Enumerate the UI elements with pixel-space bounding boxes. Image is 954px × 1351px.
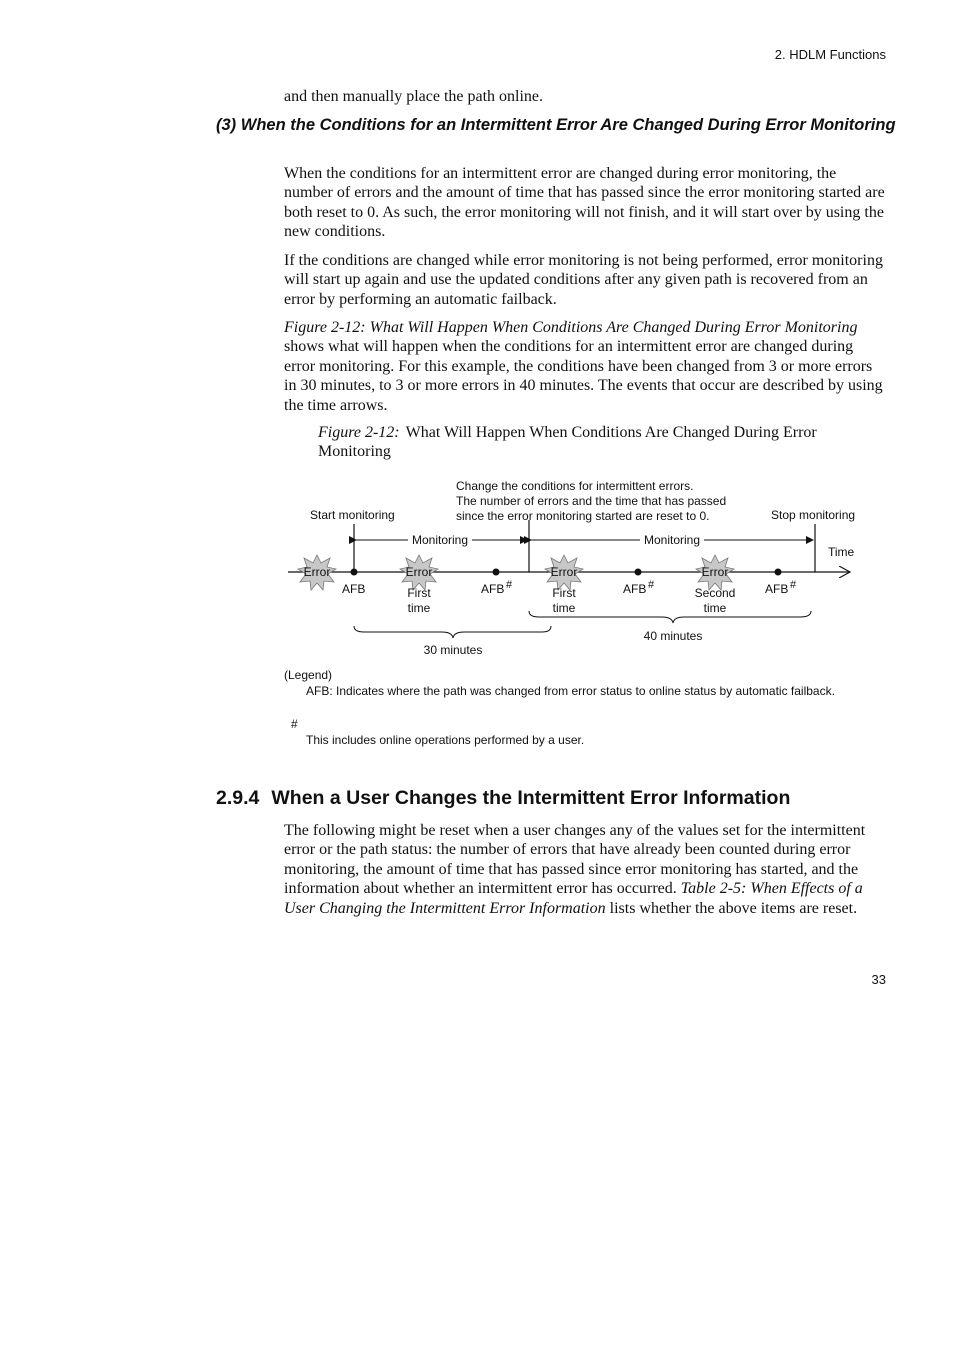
error-burst-1	[298, 555, 336, 590]
figure-caption-text: What Will Happen When Conditions Are Changed During Error Monitoring	[318, 424, 817, 461]
time-label-2: time	[552, 601, 576, 615]
change-conditions-line1: Change the conditions for intermittent errors.	[456, 479, 694, 493]
afb-dot-4	[775, 569, 782, 576]
paragraph-3-rest: shows what will happen when the conditions for an intermittent error are changed during error monitoring. For this example, the conditions have been changed from 3 or more errors in 30 minutes, to 3 or more errors in 40 minutes. The events that occur are described by using the time arrows.	[284, 338, 883, 414]
section-title: When a User Changes the Intermittent Error Information	[271, 787, 791, 809]
start-monitoring-label: Start monitoring	[310, 508, 395, 522]
subsection-heading: (3) When the Conditions for an Intermittent Error Are Changed During Error Monitoring	[216, 116, 896, 134]
change-conditions-line2: The number of errors and the time that has passed	[456, 494, 727, 508]
time-axis-label: Time	[828, 545, 855, 559]
legend-hash-mark: #	[291, 717, 298, 731]
change-conditions-line3: since the error monitoring started are reset to 0.	[456, 509, 710, 523]
afb-label-2: AFB	[481, 582, 505, 596]
legend-afb-description: AFB: Indicates where the path was changed from error status to online status by automatic failback.	[306, 684, 835, 698]
error-label-2: Error	[405, 565, 433, 579]
running-header: 2. HDLM Functions	[774, 47, 886, 62]
section-paragraph	[284, 821, 886, 918]
figure-reference: Figure 2-12: What Will Happen When Conditions Are Changed During Error Monitoring	[284, 319, 858, 336]
time-label-1: time	[407, 601, 431, 615]
forty-minutes-label: 40 minutes	[643, 629, 703, 643]
error-label-4: Error	[701, 565, 729, 579]
stop-monitoring-label: Stop monitoring	[771, 508, 856, 522]
error-burst-4	[696, 555, 734, 590]
afb-label-3: AFB	[623, 582, 647, 596]
error-label-1: Error	[303, 565, 331, 579]
error-label-3: Error	[550, 565, 578, 579]
figure-caption-label: Figure 2-12:	[318, 424, 400, 441]
legend-hash-description: This includes online operations performed by a user.	[306, 733, 585, 747]
paragraph-3	[284, 318, 886, 415]
monitoring-label-1: Monitoring	[411, 533, 469, 547]
section-paragraph-end: lists whether the above items are reset.	[605, 899, 858, 917]
section-heading	[216, 787, 790, 810]
paragraph-1: When the conditions for an intermittent error are changed during error monitoring, the number of errors and the amount of time that has passed since the error monitoring started are both reset to 0. As such, the error monitoring will not finish, and it will start over by using the new conditions.	[284, 165, 885, 241]
intro-fragment: and then manually place the path online.	[284, 88, 544, 105]
afb-label-1: AFB	[342, 582, 366, 596]
second-label: Second	[694, 586, 736, 600]
monitoring-label-2: Monitoring	[643, 533, 701, 547]
section-number: 2.9.4	[216, 787, 260, 809]
page-number: 33	[871, 972, 886, 987]
afb-hash-3: #	[648, 579, 655, 591]
afb-dot-3	[635, 569, 642, 576]
first-label-2: First	[552, 586, 576, 600]
afb-dot-1	[351, 569, 358, 576]
afb-hash-2: #	[506, 579, 513, 591]
legend-title: (Legend)	[284, 668, 333, 682]
section-paragraph-start: The following might be reset when a user changes any of the values set for the intermittent error or the path status: the number of errors that have already been counted during error monitoring, the amount of time that has passed since error monitoring has started, and the information about whether an intermittent error has occurred.	[284, 822, 866, 898]
paragraph-2: If the conditions are changed while error monitoring is not being performed, error monitoring will start up again and use the updated conditions after any given path is recovered from an error by performing an automatic failback.	[284, 252, 883, 308]
first-label-1: First	[407, 586, 431, 600]
thirty-minutes-brace	[354, 626, 551, 638]
afb-hash-4: #	[790, 579, 797, 591]
time-label-3: time	[703, 601, 727, 615]
timeline-diagram	[280, 472, 880, 762]
table-reference: Table 2-5: When Effects of a User Changing the Intermittent Error Information	[284, 880, 863, 917]
thirty-minutes-label: 30 minutes	[423, 643, 483, 657]
error-burst-3	[545, 555, 583, 590]
error-burst-2	[400, 555, 438, 590]
afb-dot-2	[493, 569, 500, 576]
figure-caption	[318, 423, 888, 462]
afb-label-4: AFB	[765, 582, 789, 596]
